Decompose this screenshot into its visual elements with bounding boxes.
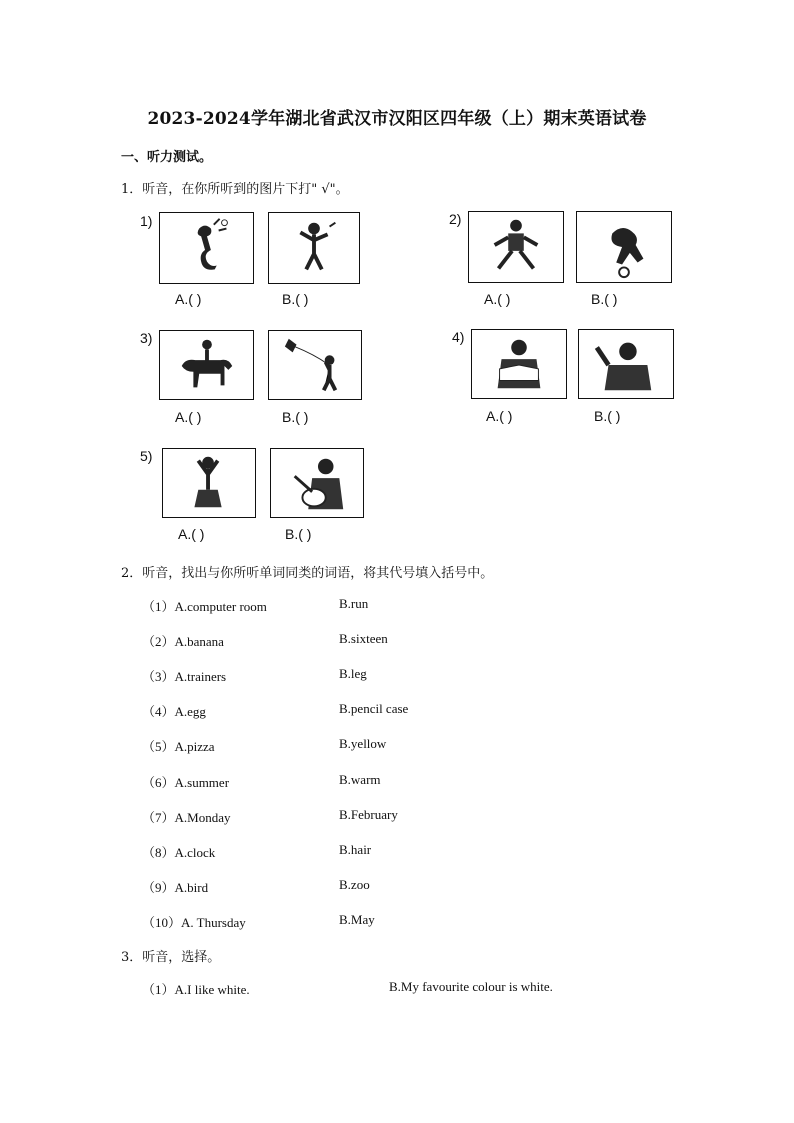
question-2-instruction: 2．听音，找出与你所听单词同类的词语，将其代号填入括号中。 [121, 566, 494, 581]
picture-4b-person-waving[interactable] [578, 329, 674, 399]
waving-person-illustration [579, 330, 673, 398]
group-3-number: 3) [140, 330, 153, 346]
guitar-player-illustration [271, 449, 363, 517]
q2-item-3-b[interactable]: B.leg [339, 666, 367, 681]
reading-person-illustration [472, 330, 566, 398]
q2-item-9-a[interactable]: （9）A.bird [142, 880, 209, 895]
group-4-option-b[interactable]: B.( ) [594, 408, 621, 424]
q2-item-10-a[interactable]: （10）A. Thursday [142, 915, 246, 930]
question-1-instruction: 1．听音，在你所听到的图片下打" √"。 [121, 182, 349, 197]
group-1-option-a[interactable]: A.( ) [175, 291, 202, 307]
group-2-number: 2) [449, 211, 462, 227]
group-5-option-a[interactable]: A.( ) [178, 526, 205, 542]
picture-4a-person-reading[interactable] [471, 329, 567, 399]
skipping-boy-illustration [469, 212, 563, 282]
picture-2a-boy-skipping[interactable] [468, 211, 564, 283]
q2-item-6-a[interactable]: （6）A.summer [142, 775, 230, 790]
q2-item-1-b[interactable]: B.run [339, 596, 369, 611]
group-5-option-b[interactable]: B.( ) [285, 526, 312, 542]
group-3-option-a[interactable]: A.( ) [175, 409, 202, 425]
page-title: 2023-2024学年湖北省武汉市汉阳区四年级（上）期末英语试卷 [147, 109, 647, 129]
picture-5a-person-standing[interactable] [162, 448, 256, 518]
q2-item-2-b[interactable]: B.sixteen [339, 631, 388, 646]
standing-person-illustration [163, 449, 255, 517]
q2-item-8-a[interactable]: （8）A.clock [142, 845, 216, 860]
question-3-instruction: 3．听音，选择。 [121, 950, 221, 965]
picture-1b-boy-jumping[interactable] [268, 212, 360, 284]
q2-item-5-a[interactable]: （5）A.pizza [142, 739, 215, 754]
picture-5b-person-guitar[interactable] [270, 448, 364, 518]
group-4-number: 4) [452, 329, 465, 345]
picture-3b-flying-kite[interactable] [268, 330, 362, 400]
horse-rider-illustration [160, 331, 253, 399]
picture-1a-tiger-dancing[interactable] [159, 212, 254, 284]
q2-item-4-b[interactable]: B.pencil case [339, 701, 409, 716]
q2-item-1-a[interactable]: （1）A.computer room [142, 599, 267, 614]
group-2-option-a[interactable]: A.( ) [484, 291, 511, 307]
group-5-number: 5) [140, 448, 153, 464]
q3-item-1-b[interactable]: B.My favourite colour is white. [389, 979, 553, 994]
q2-item-7-b[interactable]: B.February [339, 807, 398, 822]
jumping-boy-illustration [269, 213, 359, 283]
group-1-option-b[interactable]: B.( ) [282, 291, 309, 307]
group-2-option-b[interactable]: B.( ) [591, 291, 618, 307]
group-1-number: 1) [140, 213, 153, 229]
q2-item-3-a[interactable]: （3）A.trainers [142, 669, 227, 684]
q2-item-2-a[interactable]: （2）A.banana [142, 634, 224, 649]
q2-item-6-b[interactable]: B.warm [339, 772, 381, 787]
tiger-football-illustration [577, 212, 671, 282]
q2-item-8-b[interactable]: B.hair [339, 842, 372, 857]
group-3-option-b[interactable]: B.( ) [282, 409, 309, 425]
dancing-tiger-illustration [160, 213, 253, 283]
picture-3a-riding-horse[interactable] [159, 330, 254, 400]
kite-flyer-illustration [269, 331, 361, 399]
q2-item-7-a[interactable]: （7）A.Monday [142, 810, 231, 825]
section-listening-heading: 一、听力测试。 [121, 150, 213, 165]
q2-item-4-a[interactable]: （4）A.egg [142, 704, 206, 719]
q3-item-1-a[interactable]: （1）A.I like white. [142, 982, 250, 997]
q2-item-10-b[interactable]: B.May [339, 912, 375, 927]
group-4-option-a[interactable]: A.( ) [486, 408, 513, 424]
picture-2b-tiger-football[interactable] [576, 211, 672, 283]
q2-item-9-b[interactable]: B.zoo [339, 877, 370, 892]
q2-item-5-b[interactable]: B.yellow [339, 736, 387, 751]
